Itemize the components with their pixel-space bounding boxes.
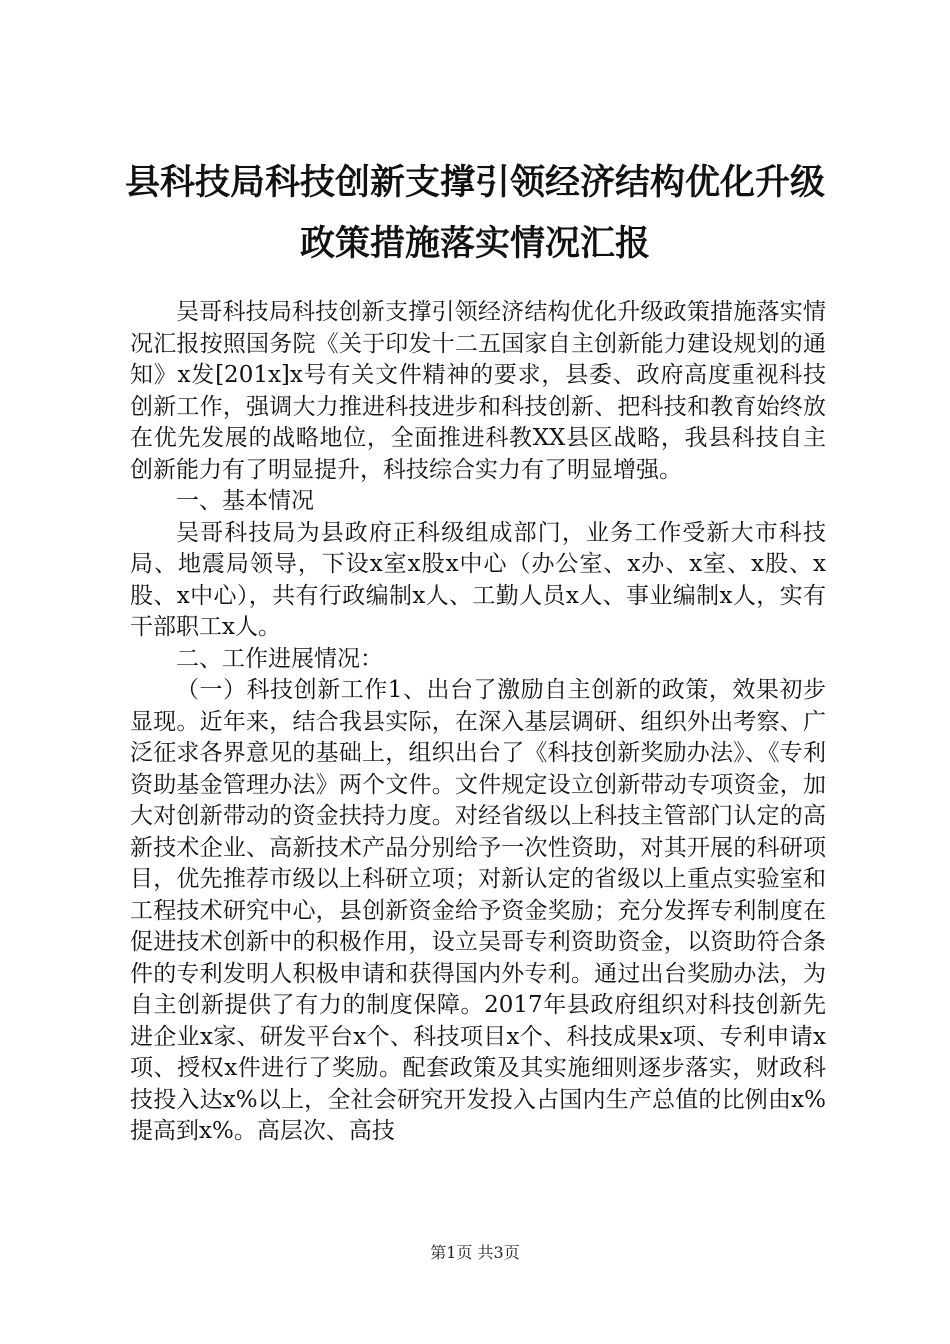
basic-situation-paragraph: 吴哥科技局为县政府正科级组成部门，业务工作受新大市科技局、地震局领导，下设x室x股x中心（办公室、x办、x室、x股、x股、x中心），共有行政编制x人、工勤人员x人、事业编制x人，实有干部职工x人。	[130, 519, 826, 640]
document-body	[130, 297, 826, 1148]
page-footer: 第1页 共3页	[430, 1243, 520, 1262]
section-heading-work-progress: 二、工作进展情况：	[176, 645, 383, 672]
section-heading-basic-situation: 一、基本情况	[176, 488, 314, 514]
work-progress-paragraph: （一）科技创新工作1、出台了激励自主创新的政策，效果初步显现。近年来，结合我县实际，在深入基层调研、组织外出考察、广泛征求各界意见的基础上，组织出台了《科技创新奖励办法》、《专利资助基金管理办法》两个文件。文件规定设立创新带动专项资金，加大对创新带动的资金扶持力度。对经省级以上科技主管部门认定的高新技术企业、高新技术产品分别给予一次性资助，对其开展的科研项目，优先推荐市级以上科研立项；对新认定的省级以上重点实验室和工程技术研究中心，县创新资金给予资金奖励；充分发挥专利制度在促进技术创新中的积极作用，设立吴哥专利资助资金，以资助符合条件的专利发明人积极申请和获得国内外专利。通过出台奖励办法，为自主创新提供了有力的制度保障。2017年县政府组织对科技创新先进企业x家、研发平台x个、科技项目x个、科技成果x项、专利申请x项、授权x件进行了奖励。配套政策及其实施细则逐步落实，财政科技投入达x%以上，全社会研究开发投入占国内生产总值的比例由x%提高到x%。高层次、高技	[130, 677, 826, 1144]
document-title-line-2: 政策措施落实情况汇报	[299, 224, 650, 264]
intro-paragraph: 吴哥科技局科技创新支撑引领经济结构优化升级政策措施落实情况汇报按照国务院《关于印发十二五国家自主创新能力建设规划的通知》x发[201x]x号有关文件精神的要求，县委、政府高度重视科技创新工作，强调大力推进科技进步和科技创新、把科技和教育始终放在优先发展的战略地位，全面推进科教XX县区战略，我县科技自主创新能力有了明显提升，科技综合实力有了明显增强。	[130, 299, 826, 483]
document-title-line-1: 县科技局科技创新支撑引领经济结构优化升级	[124, 163, 825, 203]
